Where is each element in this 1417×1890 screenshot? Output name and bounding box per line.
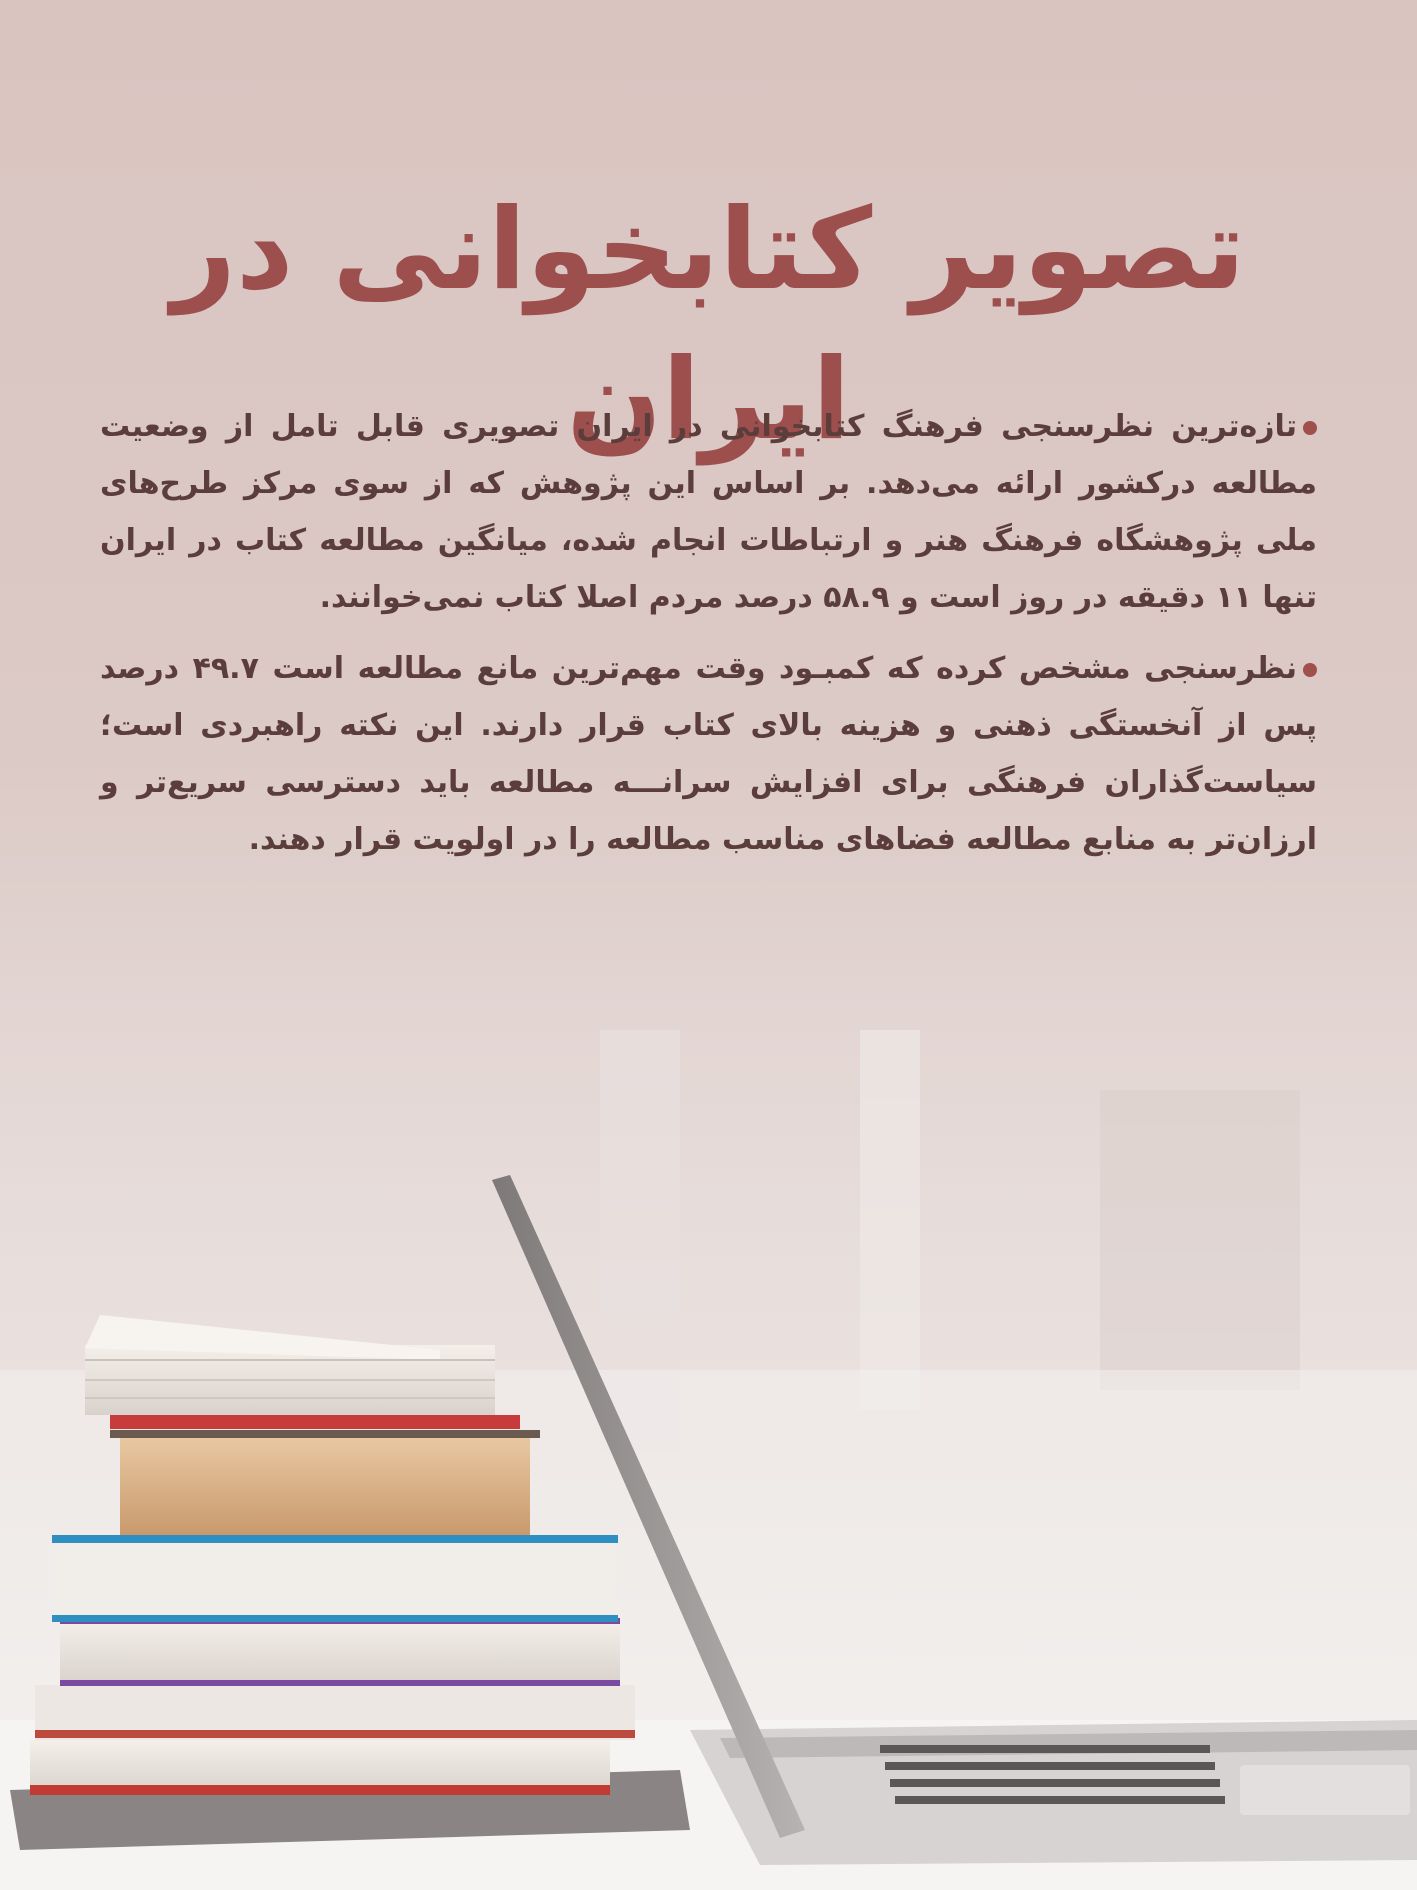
poster-title: تصویر کتابخوانی در ایران bbox=[171, 185, 1246, 465]
paragraph-1-text: تازه‌ترین نظرسنجی فرهنگ کتابخوانی در ایران تصویری قابل تامل از وضعیت مطالعه درکشور ارائه می‌دهد. بر اساس این پژوهش که از سوی مرکز طرح‌های ملی پژوهشگاه فرهنگ هنر و ارتباطات انجام شده، میانگین مطالعه کتاب در ایران تنها ۱۱ دقیقه در روز است و ۵۸.۹ درصد مردم اصلا کتاب نمی‌خوانند. bbox=[100, 409, 1317, 615]
books-laptop-image bbox=[0, 1030, 1417, 1890]
paragraph-2 bbox=[100, 640, 1317, 868]
bullet-icon bbox=[1303, 421, 1317, 435]
paragraph-2-text: نظرسنجی مشخص کرده که کمبـود وقت مهم‌ترین مانع مطالعه است ۴۹.۷ درصد پس از آنخستگی ذهنی و هزینه بالای کتاب قرار دارند. این نکته راهبردی است؛ سیاست‌گذاران فرهنگی برای افزایش سرانـــه مطالعه باید دسترسی سریع‌تر و ارزان‌تر به منابع مطالعه فضاهای مناسب مطالعه را در اولویت قرار دهند. bbox=[100, 651, 1317, 857]
paragraph-1 bbox=[100, 398, 1317, 626]
bullet-icon bbox=[1303, 663, 1317, 677]
